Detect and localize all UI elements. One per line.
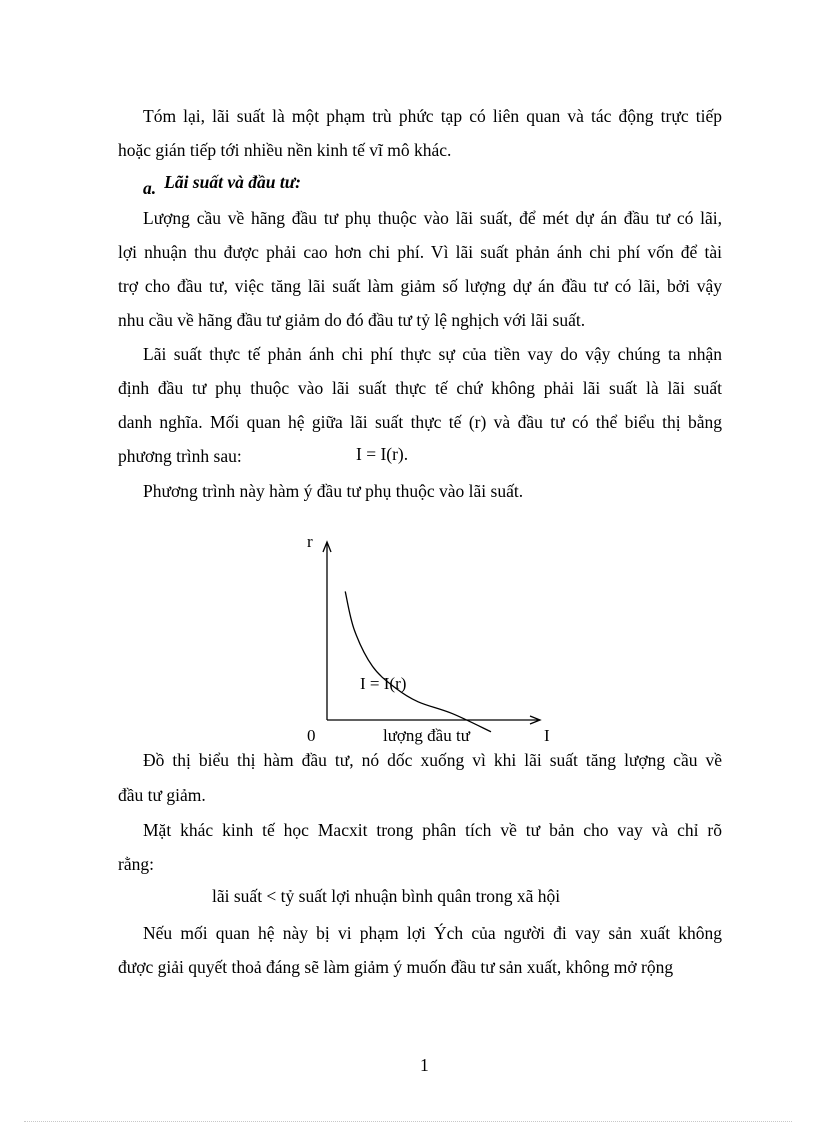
y-axis-label: r	[307, 532, 313, 551]
paragraph-line: Mặt khác kinh tế học Macxit trong phân tích về tư bản cho vay và chỉ rõ	[143, 820, 722, 840]
paragraph-line: Phương trình này hàm ý đầu tư phụ thuộc vào lãi suất.	[143, 481, 524, 501]
x-axis-label: I	[544, 726, 550, 745]
paragraph-line: định đầu tư phụ thuộc vào lãi suất thực tế chứ không phải lãi suất là lãi suất	[118, 378, 722, 398]
origin-label: 0	[307, 726, 316, 745]
chart-svg	[290, 530, 560, 750]
paragraph-line: rằng:	[118, 854, 154, 874]
x-annotation: lượng đầu tư	[383, 726, 470, 745]
paragraph-line: phương trình sau:	[118, 446, 242, 466]
heading-text: Lãi suất và đầu tư:	[164, 172, 302, 192]
paragraph-line: Lãi suất thực tế phản ánh chi phí thực sự của tiền vay do vậy chúng ta nhận	[143, 344, 722, 364]
investment-chart	[290, 530, 560, 750]
investment-curve	[345, 591, 491, 731]
footer-divider	[24, 1121, 792, 1122]
paragraph-line: lợi nhuận thu được phải cao hơn chi phí. Vì lãi suất phản ánh chi phí vốn để tài	[118, 242, 722, 262]
paragraph-line: Lượng cầu về hãng đầu tư phụ thuộc vào lãi suất, để mét dự án đầu tư có lãi,	[143, 208, 722, 228]
paragraph-line: Tóm lại, lãi suất là một phạm trù phức tạp có liên quan và tác động trực tiếp	[143, 106, 722, 126]
paragraph-line: Nếu mối quan hệ này bị vi phạm lợi Ých của người đi vay sản xuất không	[143, 923, 722, 943]
paragraph-line: trợ cho đầu tư, việc tăng lãi suất làm giảm số lượng dự án đầu tư có lãi, bởi vậy	[118, 276, 722, 296]
paragraph-line: Đồ thị biểu thị hàm đầu tư, nó dốc xuống vì khi lãi suất tăng lượng cầu về	[143, 750, 722, 770]
heading-marker: a.	[143, 178, 157, 198]
paragraph-line: được giải quyết thoả đáng sẽ làm giảm ý muốn đầu tư sản xuất, không mở rộng	[118, 957, 674, 977]
paragraph-line: danh nghĩa. Mối quan hệ giữa lãi suất thực tế (r) và đầu tư có thể biểu thị bằng	[118, 412, 722, 432]
paragraph-line: đầu tư giảm.	[118, 785, 206, 805]
formula: lãi suất < tỷ suất lợi nhuận bình quân trong xã hội	[212, 886, 561, 906]
paragraph-line: hoặc gián tiếp tới nhiều nền kinh tế vĩ mô khác.	[118, 140, 452, 160]
equation: I = I(r).	[356, 444, 409, 464]
paragraph-line: nhu cầu về hãng đầu tư giảm do đó đầu tư tỷ lệ nghịch với lãi suất.	[118, 310, 586, 330]
page-number: 1	[420, 1055, 429, 1075]
section-heading	[143, 172, 302, 198]
curve-label: I = I(r)	[360, 674, 407, 693]
